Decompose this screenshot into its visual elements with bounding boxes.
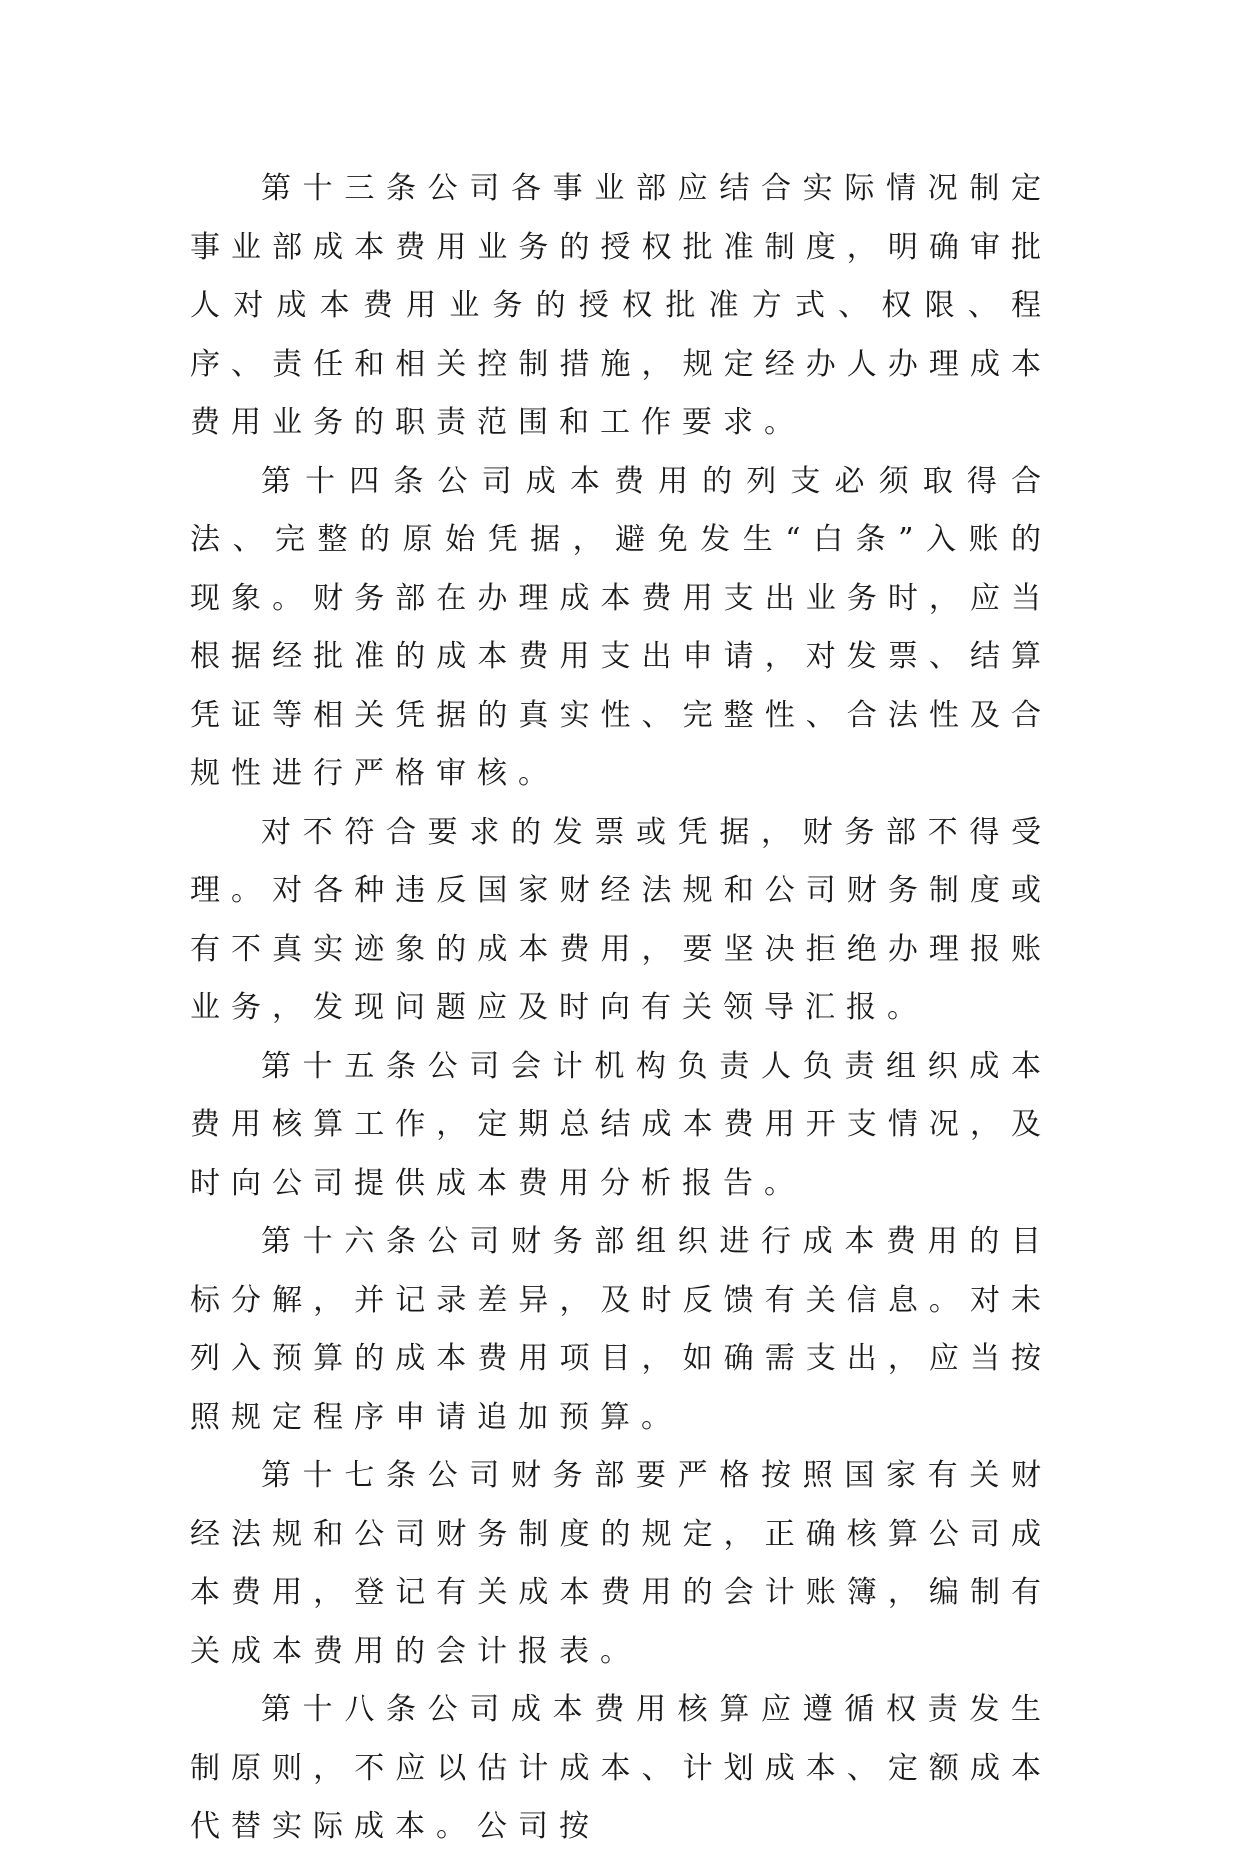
paragraph-article-16: 第十六条公司财务部组织进行成本费用的目标分解，并记录差异，及时反馈有关信息。对未列入预算的成本费用项目，如确需支出，应当按照规定程序申请追加预算。: [190, 1224, 1052, 1435]
paragraph-article-18: 第十八条公司成本费用核算应遵循权责发生制原则，不应以估计成本、计划成本、定额成本代替实际成本。公司按: [190, 1692, 1052, 1844]
paragraph-article-17: 第十七条公司财务部要严格按照国家有关财经法规和公司财务制度的规定，正确核算公司成本费用，登记有关成本费用的会计账簿，编制有关成本费用的会计报表。: [190, 1458, 1052, 1669]
document-body: [190, 160, 1052, 1857]
paragraph-article-14: 第十四条公司成本费用的列支必须取得合法、完整的原始凭据，避免发生“白条”入账的现象。财务部在办理成本费用支出业务时，应当根据经批准的成本费用支出申请，对发票、结算凭证等相关凭据的真实性、完整性、合法性及合规性进行严格审核。: [190, 463, 1052, 791]
paragraph-article-14-continued: 对不符合要求的发票或凭据，财务部不得受理。对各种违反国家财经法规和公司财务制度或有不真实迹象的成本费用，要坚决拒绝办理报账业务，发现问题应及时向有关领导汇报。: [190, 814, 1052, 1025]
paragraph-article-13: 第十三条公司各事业部应结合实际情况制定事业部成本费用业务的授权批准制度，明确审批人对成本费用业务的授权批准方式、权限、程序、责任和相关控制措施，规定经办人办理成本费用业务的职责范围和工作要求。: [190, 171, 1052, 440]
paragraph-article-15: 第十五条公司会计机构负责人负责组织成本费用核算工作，定期总结成本费用开支情况，及时向公司提供成本费用分析报告。: [190, 1048, 1052, 1201]
